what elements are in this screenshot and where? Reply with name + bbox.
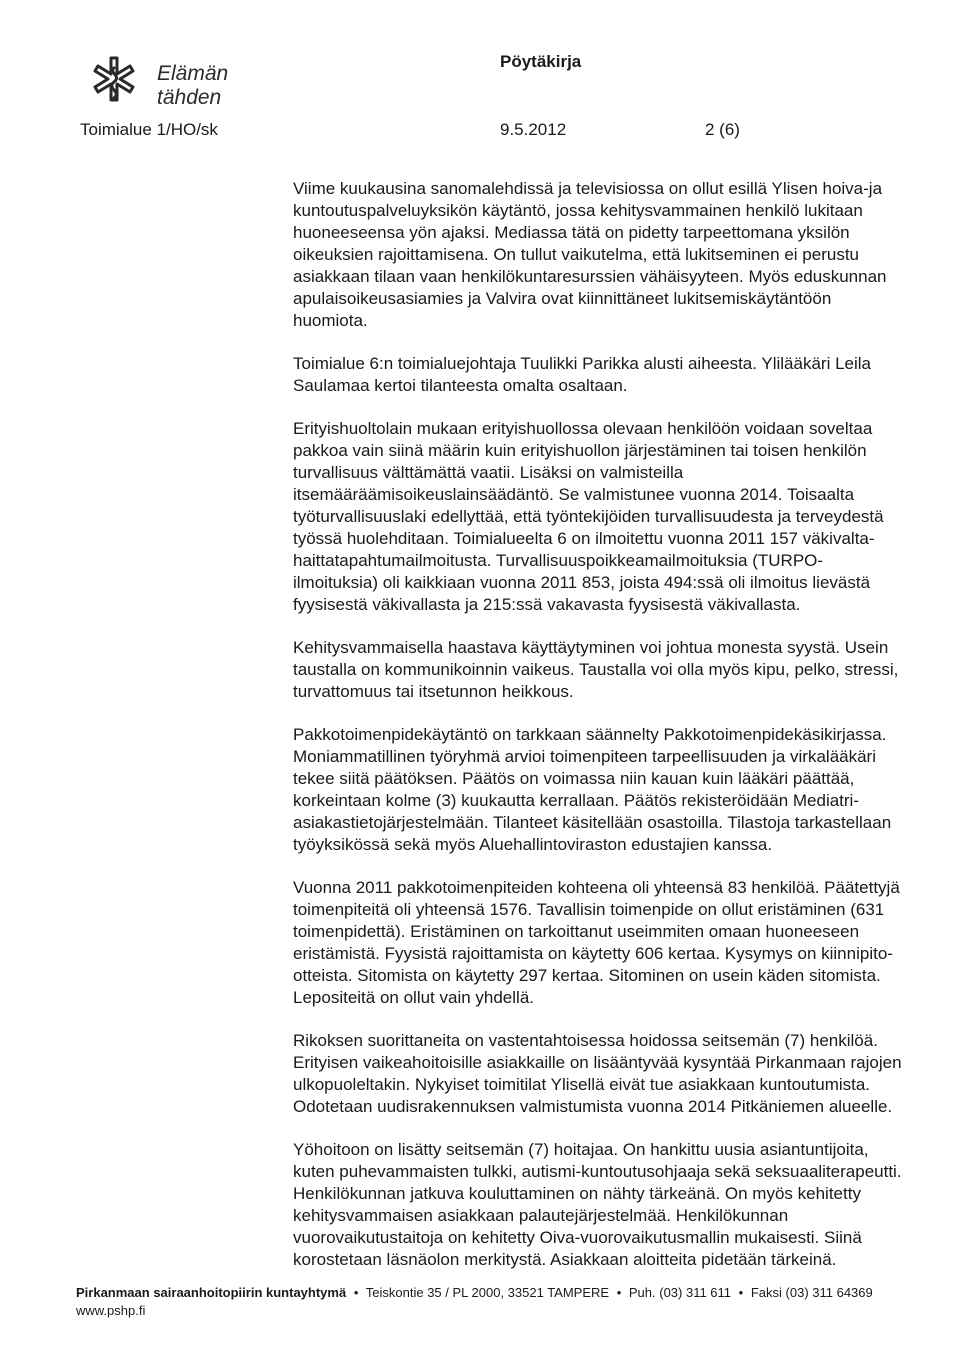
paragraph-erityishuoltolaki: Erityishuoltolain mukaan erityishuollossa olevaan henkilöön voidaan soveltaa pakkoa vain siinä määrin kuin erityishuollon järjestäminen tai toisen henkilön turvallisuus välttämättä vaatii. Lisäksi on valmisteilla itsemääräämisoikeuslainsäädäntö. Se valmistunee vuonna 2014. Toisaalta työturvallisuuslaki edellyttää, että työntekijöiden turvallisuudesta ja terveydestä työssä huolehditaan. Toimialueelta 6 on ilmoitettu vuonna 2011 157 väkivalta-haittatapahtumailmoitusta. Turvallisuuspoikkeamailmoituksia (TURPO-ilmoituksia) oli kaikkiaan vuonna 2011 853, joista 494:ssä oli ilmoitus lievästä fyysisestä väkivallasta ja 215:ssä vakavasta fyysisestä väkivallasta. (293, 419, 884, 614)
paragraph-haastava-kayttaytyminen: Kehitysvammaisella haastava käyttäytyminen voi johtua monesta syystä. Usein taustalla on kommunikoinnin vaikeus. Taustalla voi olla myös kipu, pelko, stressi, turvattomuus tai itsetunnon heikkous. (293, 638, 899, 701)
footer-separator: • (616, 1285, 622, 1300)
footer-organization: Pirkanmaan sairaanhoitopiirin kuntayhtymä (76, 1285, 347, 1300)
logo-line-1: Elämän (157, 62, 229, 85)
document-date: 9.5.2012 (500, 120, 567, 139)
minutes-body (293, 178, 903, 1292)
page-number: 2 (6) (705, 120, 740, 139)
logo-line-2: tähden (157, 86, 222, 109)
paragraph-lukitseminen: Viime kuukausina sanomalehdissä ja televisiossa on ollut esillä Ylisen hoiva-ja kuntoutuspalveluyksikön käytäntö, jossa kehitysvammainen henkilö lukitaan huoneeseensa yön ajaksi. Mediassa tätä on pidetty tarpeettomana yksilön oikeuksien rajoittamisena. On tullut vaikutelma, että lukitseminen ei perustu asiakkaan tilaan vaan henkilökuntaresurssien vähäisyyteen. Myös eduskunnan apulaisoikeusasiamies ja Valvira ovat kiinnittäneet lukitsemiskäytäntöön huomiota. (293, 179, 887, 330)
footer-phone: Puh. (03) 311 611 (628, 1285, 732, 1300)
page-footer (76, 1284, 936, 1320)
footer-separator: • (353, 1285, 359, 1300)
paragraph-tilastot-2011: Vuonna 2011 pakkotoimenpiteiden kohteena oli yhteensä 83 henkilöä. Päätettyjä toimenpiteitä oli yhteensä 1576. Tavallisin toimenpide on ollut eristäminen (631 toimenpidettä). Eristäminen on tarkoittanut useimmiten omaan huoneeseen eristämistä. Fyysistä rajoittamista on käytetty 606 kertaa. Kysymys on kiinnipito-otteista. Sitomista on käytetty 297 kertaa. Sitominen on usein käden sitomista. Lepositeitä on ollut vain yhdellä. (293, 878, 900, 1007)
footer-address: Teiskontie 35 / PL 2000, 33521 TAMPERE (365, 1285, 610, 1300)
paragraph-rikoksen-suorittaneet: Rikoksen suorittaneita on vastentahtoisessa hoidossa seitsemän (7) henkilöä. Erityisen vaikeahoitoisille asiakkaille on lisääntyvää kysyntää Pirkanmaan rajojen ulkopuoleltakin. Nykyiset toimitilat Ylisellä eivät tue asiakkaan kuntoutumista. Odotetaan uudisrakennuksen valmistumista vuonna 2014 Pitkäniemen alueelle. (293, 1031, 902, 1116)
paragraph-yohoito: Yöhoitoon on lisätty seitsemän (7) hoitajaa. On hankittu uusia asiantuntijoita, kuten puhevammaisten tulkki, autismi-kuntoutusohjaaja sekä seksuaaliterapeutti. Henkilökunnan jatkuva kouluttaminen on nähty tärkeänä. On myös kehitetty kehitysvammaisen asiakkaan palautejärjestelmää. Henkilökunnan vuorovaikutustaitoja on kehitetty Oiva-vuorovaikutusmallin mukaisesti. Siinä korostetaan läsnäolon merkitystä. Asiakkaan aloitteita pidetään tärkeinä. (293, 1140, 902, 1269)
paragraph-pakkotoimenpidekaytanto: Pakkotoimenpidekäytäntö on tarkkaan säännelty Pakkotoimenpidekäsikirjassa. Moniammatillinen työryhmä arvioi toimenpiteen tarpeellisuuden ja virkalääkäri tekee siitä päätöksen. Päätös on voimassa niin kauan kuin lääkäri päättää, korkeintaan kolme (3) kuukautta kerrallaan. Päätös rekisteröidään Mediatri-asiakastietojärjestelmään. Tilanteet käsitellään osastoilla. Tilastoja tarkastellaan työyksikössä sekä myös Aluehallintoviraston edustajien kanssa. (293, 725, 892, 854)
logo-wordmark (157, 62, 228, 110)
footer-separator: • (738, 1285, 744, 1300)
footer-fax: Faksi (03) 311 64369 (750, 1285, 873, 1300)
paragraph-alustus: Toimialue 6:n toimialuejohtaja Tuulikki Parikka alusti aiheesta. Ylilääkäri Leila Saulamaa kertoi tilanteesta omalta osaltaan. (293, 354, 871, 395)
footer-website: www.pshp.fi (76, 1303, 146, 1318)
star-of-life-logo (78, 52, 148, 114)
document-type: Pöytäkirja (500, 52, 582, 71)
org-unit: Toimialue 1/HO/sk (80, 120, 218, 139)
